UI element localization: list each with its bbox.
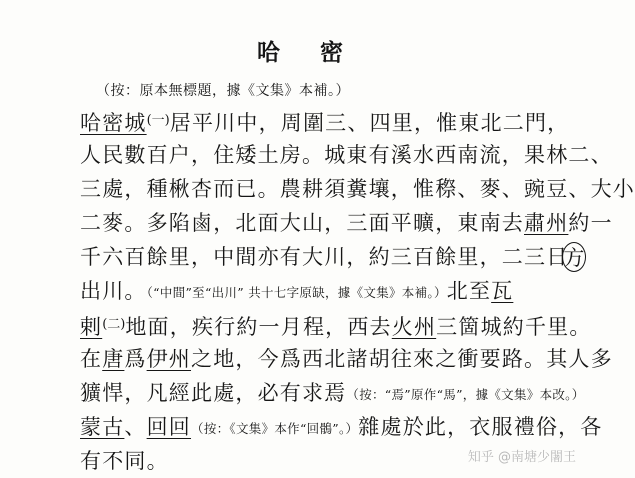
people-name-mongol: 蒙古 xyxy=(80,415,125,439)
inline-note: （“中間”至“出川” 共十七字原缺，據《文集》本補。） xyxy=(146,285,447,300)
text-segment: 三處，種楸杏而已。農耕須糞壤，惟穄、麥、豌豆、大小 xyxy=(80,177,635,201)
text-segment: 千六百餘里，中間亦有大川，約三百餘里，二三日 xyxy=(80,245,569,269)
text-segment: 約一 xyxy=(568,211,613,235)
place-name-huozhou: 火州 xyxy=(391,315,437,339)
dynasty-name-tang: 唐 xyxy=(102,347,125,371)
text-segment: 獷悍，凡經此處，必有求焉 xyxy=(80,381,347,405)
place-name-yizhou: 伊州 xyxy=(146,347,192,371)
place-name-wala-cont: 剌 xyxy=(80,315,103,339)
text-segment: 居平川中，周圍三、四里，惟東北二門， xyxy=(169,111,570,135)
editor-note: （按：原本無標題，據《文集》本補。） xyxy=(96,83,350,99)
text-line-6 xyxy=(80,274,580,308)
text-segment: 人民數百户，住矮土房。城東有溪水西南流，果林二、 xyxy=(80,143,613,167)
text-line-5 xyxy=(80,240,586,274)
text-line-3 xyxy=(80,172,635,206)
footnote-marker-1: (一) xyxy=(146,113,170,128)
text-segment: 出川。 xyxy=(80,279,147,303)
body-text xyxy=(80,104,635,478)
place-name-wala: 瓦 xyxy=(491,279,514,303)
text-segment: 二麥。多陷鹵，北面大山，三面平曠，東南去 xyxy=(80,211,524,235)
text-segment: 三箇城約千里。 xyxy=(436,315,592,339)
text-segment: 、 xyxy=(124,415,147,439)
text-segment: 爲 xyxy=(124,347,147,371)
text-segment: 在 xyxy=(80,347,103,371)
inline-note: （按：“焉”原作“馬”，據《文集》本改。） xyxy=(346,387,585,402)
text-segment: 有不同。 xyxy=(80,449,169,473)
text-line-8 xyxy=(80,342,613,376)
text-line-4 xyxy=(80,206,613,240)
watermark: 知乎 @南塘少闍王 xyxy=(467,450,576,465)
text-line-1 xyxy=(80,104,580,138)
circled-character: 方 xyxy=(562,242,586,272)
footnote-marker-2: (二) xyxy=(102,317,126,332)
text-line-2 xyxy=(80,138,613,172)
text-line-10 xyxy=(80,410,603,444)
text-segment: 雜處於此，衣服禮俗，各 xyxy=(358,415,603,439)
page-title: 哈 密 xyxy=(256,39,359,66)
place-name-hami: 哈密城 xyxy=(80,111,147,135)
people-name-huihui: 回回 xyxy=(146,415,192,439)
text-line-7 xyxy=(80,308,592,342)
text-segment: 北至 xyxy=(446,279,492,303)
text-line-9 xyxy=(80,376,585,410)
text-segment: 之地，今爲西北諸胡往來之衝要路。其人多 xyxy=(191,347,613,371)
text-segment: 地面，疾行約一月程，西去 xyxy=(125,315,392,339)
inline-note: （按：《文集》本作“回鶻”。） xyxy=(191,421,359,436)
place-name-suzhou: 肅州 xyxy=(524,211,569,235)
